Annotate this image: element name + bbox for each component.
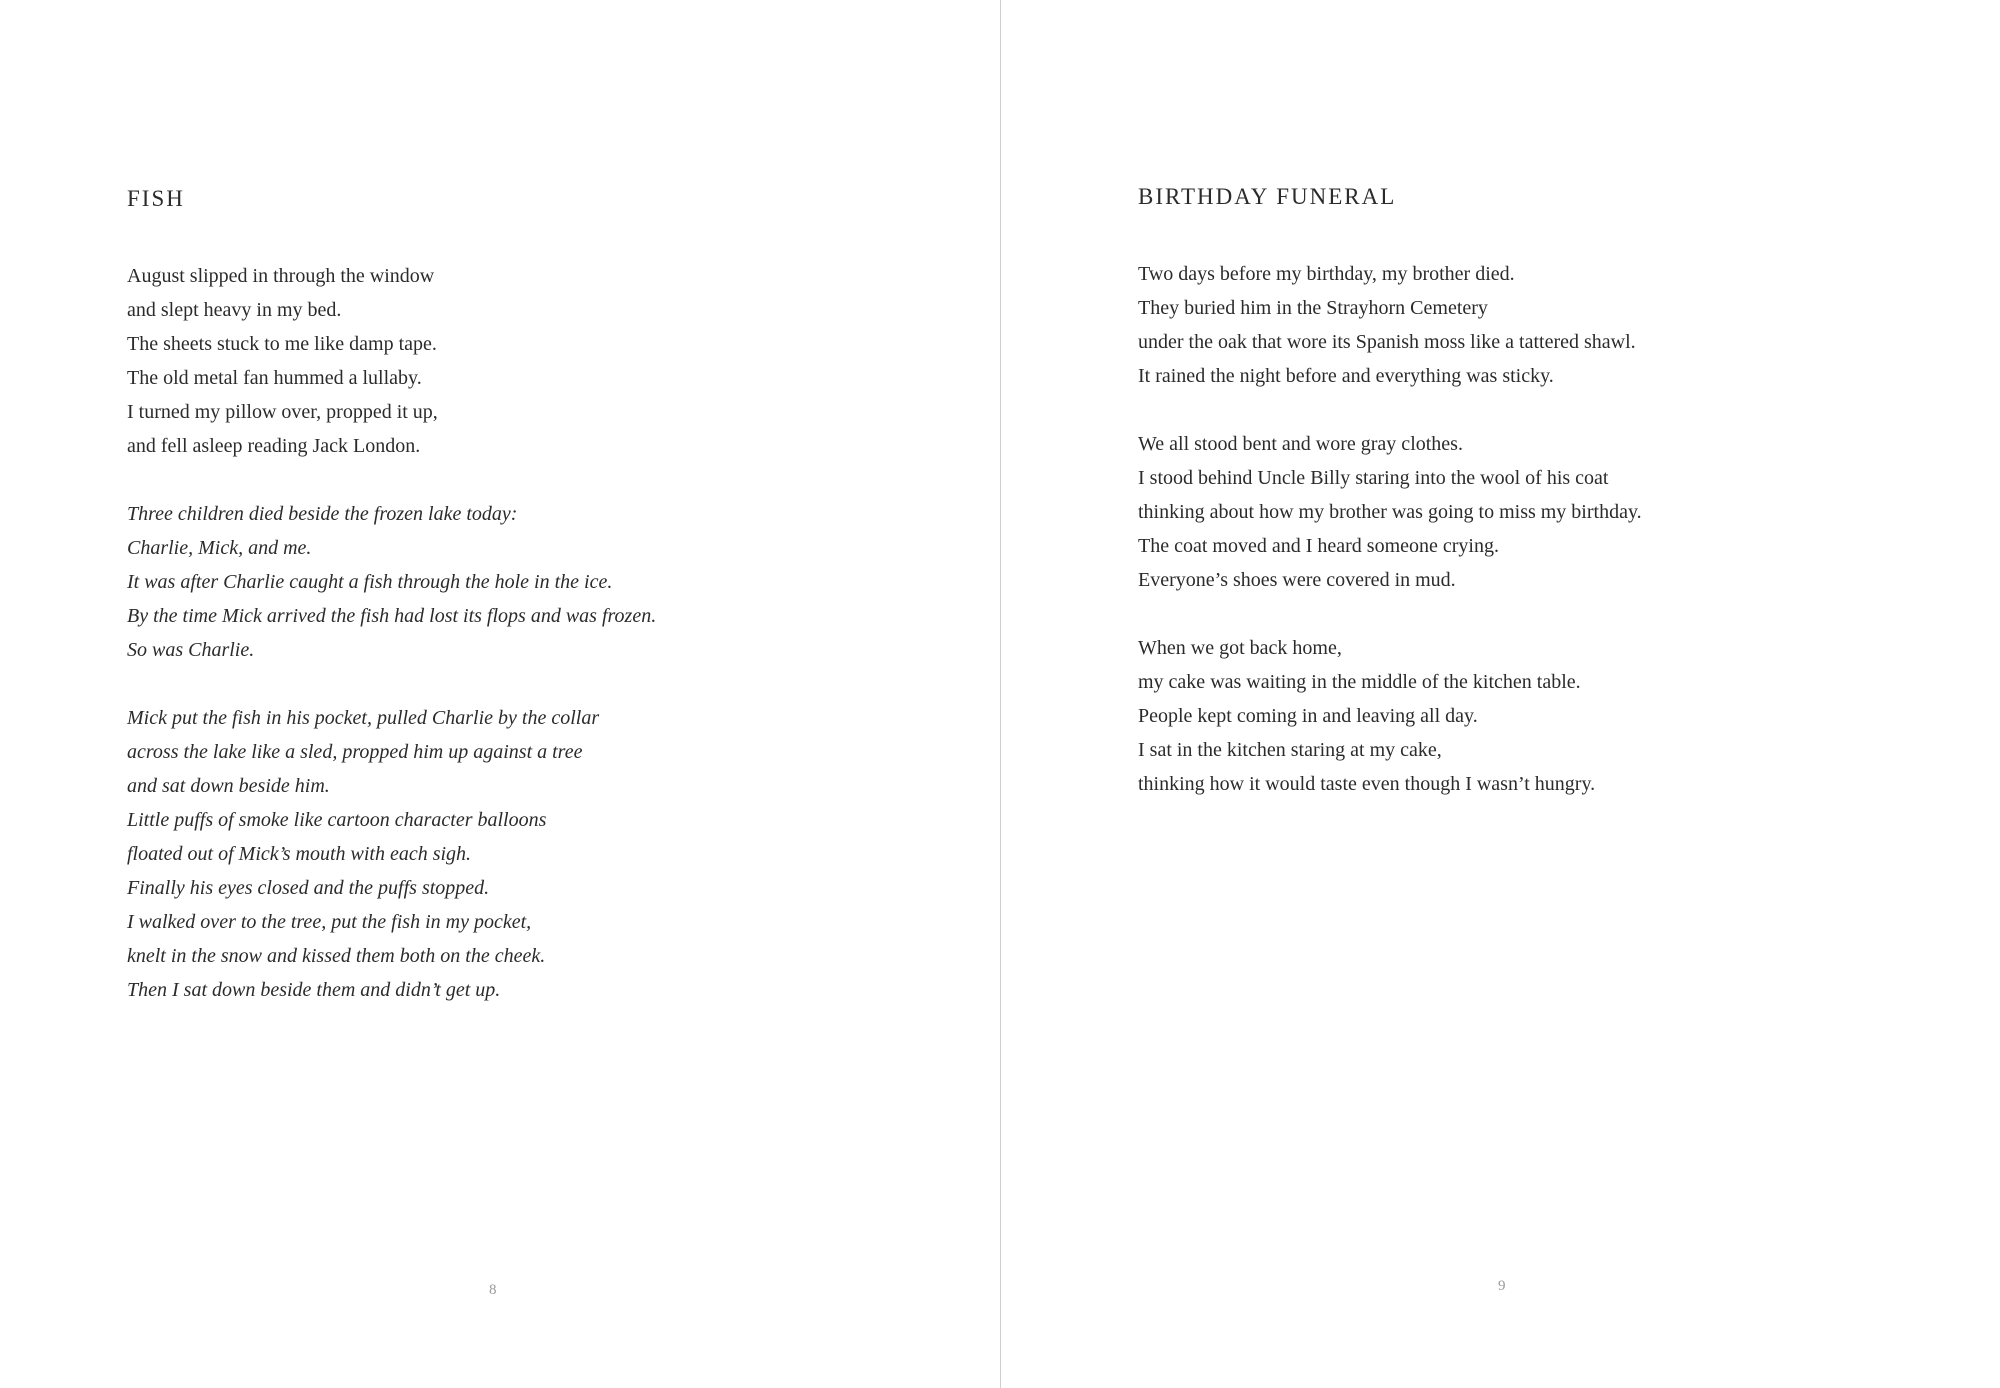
poem-line: my cake was waiting in the middle of the kitchen table. — [1138, 671, 1581, 693]
poem-line: When we got back home, — [1138, 637, 1342, 659]
poem-line: Two days before my birthday, my brother died. — [1138, 263, 1515, 285]
poem-line: The old metal fan hummed a lullaby. — [127, 367, 422, 389]
page-number-left: 8 — [489, 1282, 497, 1298]
poem-line: Three children died beside the frozen lake today: — [127, 503, 518, 525]
stanza-italic — [127, 497, 656, 667]
poem-line: Charlie, Mick, and me. — [127, 537, 312, 559]
poem-body-birthday-funeral — [1138, 257, 1642, 835]
poem-line: I stood behind Uncle Billy staring into the wool of his coat — [1138, 467, 1609, 489]
poem-line: and sat down beside him. — [127, 775, 330, 797]
poem-line: It was after Charlie caught a fish through the hole in the ice. — [127, 571, 613, 593]
poem-line: So was Charlie. — [127, 639, 255, 661]
poem-line: and slept heavy in my bed. — [127, 299, 342, 321]
poem-line: across the lake like a sled, propped him up against a tree — [127, 741, 583, 763]
poem-line: Everyone’s shoes were covered in mud. — [1138, 569, 1456, 591]
stanza-italic — [127, 701, 656, 1007]
poem-line: The coat moved and I heard someone crying. — [1138, 535, 1499, 557]
poem-title-birthday-funeral: BIRTHDAY FUNERAL — [1138, 184, 1397, 209]
poem-line: They buried him in the Strayhorn Cemetery — [1138, 297, 1488, 319]
poem-line: It rained the night before and everything was sticky. — [1138, 365, 1554, 387]
stanza — [1138, 257, 1642, 393]
poem-line: By the time Mick arrived the fish had lost its flops and was frozen. — [127, 605, 657, 627]
poem-line: The sheets stuck to me like damp tape. — [127, 333, 437, 355]
stanza — [127, 259, 656, 463]
page-number-right: 9 — [1498, 1278, 1506, 1294]
stanza — [1138, 631, 1642, 801]
poem-line: Finally his eyes closed and the puffs stopped. — [127, 877, 490, 899]
poem-line: I sat in the kitchen staring at my cake, — [1138, 739, 1442, 761]
poem-line: knelt in the snow and kissed them both on the cheek. — [127, 945, 546, 967]
poem-line: We all stood bent and wore gray clothes. — [1138, 433, 1463, 455]
poem-line: Mick put the fish in his pocket, pulled Charlie by the collar — [127, 707, 600, 729]
poem-line: Little puffs of smoke like cartoon character balloons — [127, 809, 547, 831]
poem-body-fish — [127, 259, 656, 1041]
poem-line: People kept coming in and leaving all day. — [1138, 705, 1478, 727]
stanza — [1138, 427, 1642, 597]
poem-line: thinking how it would taste even though I wasn’t hungry. — [1138, 773, 1596, 795]
poem-line: and fell asleep reading Jack London. — [127, 435, 421, 457]
right-page — [1001, 0, 2000, 1388]
poem-line: August slipped in through the window — [127, 265, 435, 287]
poem-line: thinking about how my brother was going to miss my birthday. — [1138, 501, 1642, 523]
poem-line: I turned my pillow over, propped it up, — [127, 401, 438, 423]
poem-line: floated out of Mick’s mouth with each sigh. — [127, 843, 472, 865]
poem-title-fish: FISH — [127, 186, 185, 211]
poem-line: I walked over to the tree, put the fish in my pocket, — [127, 911, 532, 933]
poem-line: Then I sat down beside them and didn’t get up. — [127, 979, 501, 1001]
poem-line: under the oak that wore its Spanish moss like a tattered shawl. — [1138, 331, 1636, 353]
